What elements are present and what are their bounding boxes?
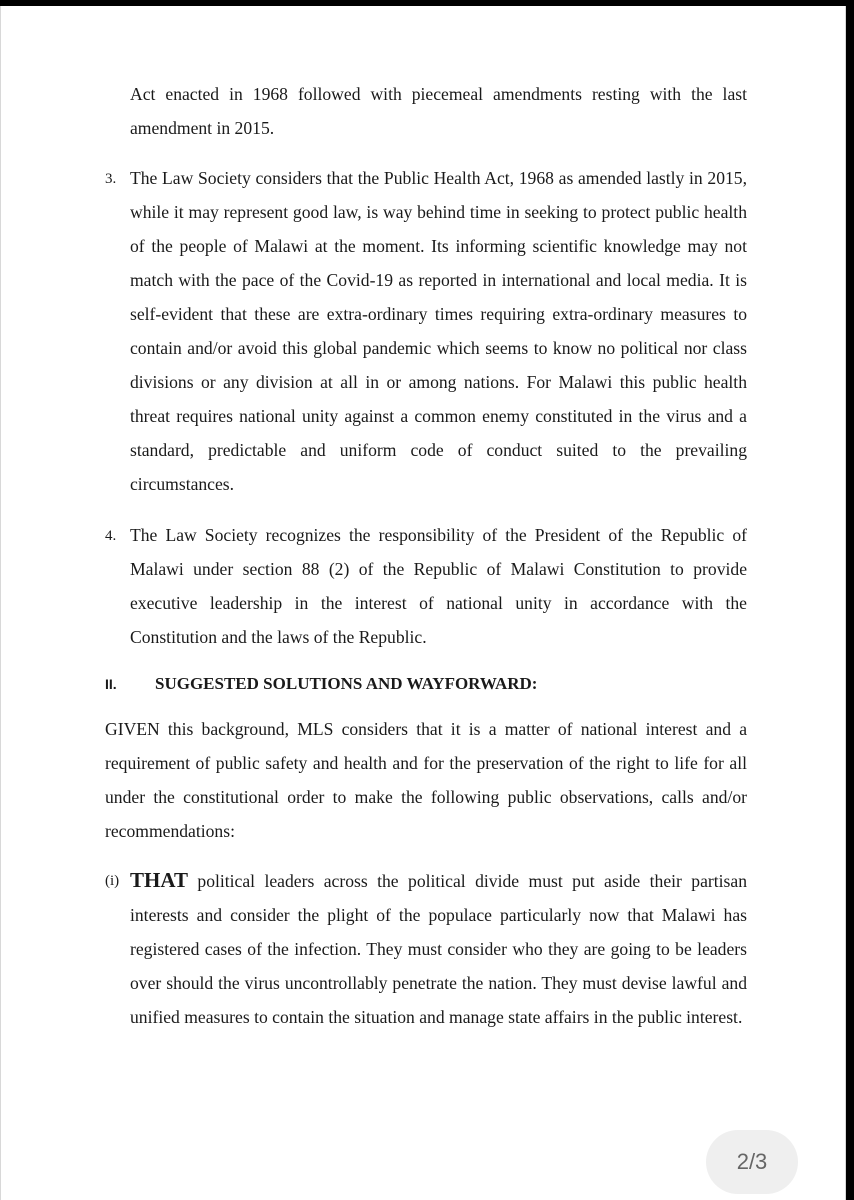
point-i-text xyxy=(130,863,747,1034)
point-i xyxy=(105,863,747,1034)
list-item-3 xyxy=(105,161,747,501)
document-page xyxy=(0,6,846,1200)
list-number-4: 4. xyxy=(105,528,117,544)
section-heading xyxy=(105,667,537,701)
list-item-4 xyxy=(105,518,747,654)
page-indicator[interactable]: 2/3 xyxy=(706,1130,798,1194)
point-i-body: political leaders across the political divide must put aside their partisan interests and consider the plight of the populace particularly now that Malawi has registered cases of the infection. They must consider who they are going to be leaders over should the virus uncontrollably penetrate the nation. They must devise lawful and unified measures to contain the situation and manage state affairs in the public interest. xyxy=(130,871,747,1027)
given-paragraph: GIVEN this background, MLS considers that it is a matter of national interest and a requirement of public safety and health and for the preservation of the right to life for all under the constitutional order to make the following public observations, calls and/or recommendations: xyxy=(105,719,747,841)
point-i-number: (i) xyxy=(105,873,120,889)
list-item-3-text: The Law Society considers that the Public Health Act, 1968 as amended lastly in 2015, while it may represent good law, is way behind time in seeking to protect public health of the people of Malawi at the moment. Its informing scientific knowledge may not match with the pace of the Covid-19 as reported in international and local media. It is self-evident that these are extra-ordinary times requiring extra-ordinary measures to contain and/or avoid this global pandemic which seems to know no political nor class divisions or any division at all in or among nations. For Malawi this public health threat requires national unity against a common enemy constituted in the virus and a standard, predictable and uniform code of conduct suited to the prevailing circumstances. xyxy=(130,168,747,494)
list-item-4-text: The Law Society recognizes the responsibility of the President of the Republic of Malawi under section 88 (2) of the Republic of Malawi Constitution to provide executive leadership in the interest of national unity in accordance with the Constitution and the laws of the Republic. xyxy=(130,525,747,647)
point-i-lead: THAT xyxy=(130,868,188,892)
section-title: SUGGESTED SOLUTIONS AND WAYFORWARD: xyxy=(155,674,538,693)
continuation-paragraph: Act enacted in 1968 followed with piecemeal amendments resting with the last amendment in 2015. xyxy=(130,84,747,138)
list-number-3: 3. xyxy=(105,171,117,187)
section-roman-numeral: II. xyxy=(105,676,117,692)
